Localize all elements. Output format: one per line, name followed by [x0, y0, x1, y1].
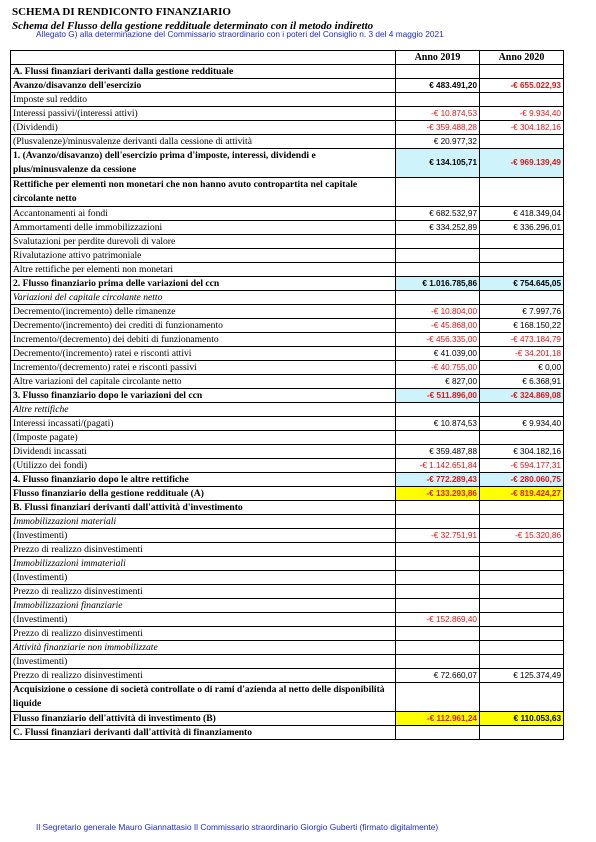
cell-anno-2019: [396, 178, 480, 207]
cell-anno-2020: [480, 178, 564, 207]
cell-anno-2020: € 125.374,49: [480, 669, 564, 683]
row-label: (Plusvalenze)/minusvalenze derivanti dalla cessione di attività: [11, 135, 396, 149]
table-row: [11, 207, 564, 221]
cell-anno-2020: -€ 280.060,75: [480, 473, 564, 487]
row-label: Decremento/(incremento) ratei e risconti attivi: [11, 347, 396, 361]
row-label: Attività finanziarie non immobilizzate: [11, 641, 396, 655]
cell-anno-2019: € 483.491,20: [396, 79, 480, 93]
cell-anno-2020: [480, 641, 564, 655]
table-row: [11, 501, 564, 515]
table-row: [11, 178, 564, 207]
cell-anno-2019: [396, 726, 480, 740]
cell-anno-2019: [396, 543, 480, 557]
table-row: [11, 235, 564, 249]
table-row: [11, 65, 564, 79]
cell-anno-2019: € 10.874,53: [396, 417, 480, 431]
table-row: [11, 445, 564, 459]
row-label: Variazioni del capitale circolante netto: [11, 291, 396, 305]
cell-anno-2019: -€ 152.869,40: [396, 613, 480, 627]
cell-anno-2020: [480, 557, 564, 571]
table-row: [11, 93, 564, 107]
cell-anno-2020: € 0,00: [480, 361, 564, 375]
row-label: Interessi passivi/(interessi attivi): [11, 107, 396, 121]
table-row: [11, 683, 564, 712]
cell-anno-2019: [396, 599, 480, 613]
table-row: [11, 375, 564, 389]
table-row: [11, 529, 564, 543]
row-label: Altre rettifiche per elementi non monetari: [11, 263, 396, 277]
table-row: [11, 417, 564, 431]
cell-anno-2020: -€ 304.182,16: [480, 121, 564, 135]
cell-anno-2020: [480, 93, 564, 107]
table-row: [11, 121, 564, 135]
row-label: Imposte sul reddito: [11, 93, 396, 107]
cell-anno-2020: -€ 655.022,93: [480, 79, 564, 93]
table-row: [11, 347, 564, 361]
cell-anno-2020: [480, 655, 564, 669]
row-label: (Investimenti): [11, 613, 396, 627]
cell-anno-2020: [480, 613, 564, 627]
cell-anno-2019: € 72.660,07: [396, 669, 480, 683]
cell-anno-2019: -€ 40.755,00: [396, 361, 480, 375]
cell-anno-2019: -€ 32.751,91: [396, 529, 480, 543]
cell-anno-2020: [480, 65, 564, 79]
row-label: Prezzo di realizzo disinvestimenti: [11, 585, 396, 599]
cell-anno-2019: -€ 45.868,00: [396, 319, 480, 333]
row-label: (Imposte pagate): [11, 431, 396, 445]
cell-anno-2020: -€ 819.424,27: [480, 487, 564, 501]
cell-anno-2019: [396, 585, 480, 599]
cell-anno-2020: [480, 135, 564, 149]
table-row: [11, 79, 564, 93]
table-row: [11, 641, 564, 655]
table-row: [11, 571, 564, 585]
row-label: 2. Flusso finanziario prima delle variazioni del ccn: [11, 277, 396, 291]
row-label: Accantonamenti ai fondi: [11, 207, 396, 221]
cell-anno-2019: -€ 133.293,86: [396, 487, 480, 501]
row-label: Immobilizzazioni immateriali: [11, 557, 396, 571]
table-row: [11, 655, 564, 669]
footer-signatures: Il Segretario generale Mauro Giannattasio Il Commissario straordinario Giorgio Guberti (firmato digitalmente): [36, 822, 439, 832]
row-label: Flusso finanziario della gestione reddituale (A): [11, 487, 396, 501]
row-label: 1. (Avanzo/disavanzo) dell'esercizio prima d'imposte, interessi, dividendi e plus/minusvalenze da cessione: [11, 149, 396, 178]
header-cell-2019: Anno 2019: [396, 51, 480, 65]
cell-anno-2019: [396, 557, 480, 571]
cell-anno-2020: -€ 594.177,31: [480, 459, 564, 473]
table-row: [11, 613, 564, 627]
table-row: [11, 712, 564, 726]
table-row: [11, 543, 564, 557]
table-row: [11, 431, 564, 445]
row-label: (Utilizzo dei fondi): [11, 459, 396, 473]
row-label: Altre rettifiche: [11, 403, 396, 417]
table-row: [11, 515, 564, 529]
cell-anno-2019: -€ 112.961,24: [396, 712, 480, 726]
table-row: [11, 669, 564, 683]
cell-anno-2020: [480, 683, 564, 712]
cell-anno-2020: -€ 34.201,18: [480, 347, 564, 361]
cell-anno-2019: [396, 93, 480, 107]
header-cell-label: [11, 51, 396, 65]
cell-anno-2019: -€ 511.896,00: [396, 389, 480, 403]
table-row: [11, 627, 564, 641]
cell-anno-2020: [480, 599, 564, 613]
row-label: Interessi incassati/(pagati): [11, 417, 396, 431]
row-label: Ammortamenti delle immobilizzazioni: [11, 221, 396, 235]
row-label: Avanzo/disavanzo dell'esercizio: [11, 79, 396, 93]
row-label: Rivalutazione attivo patrimoniale: [11, 249, 396, 263]
table-row: [11, 403, 564, 417]
cell-anno-2020: [480, 403, 564, 417]
row-label: 3. Flusso finanziario dopo le variazioni del ccn: [11, 389, 396, 403]
cell-anno-2019: € 41.039,00: [396, 347, 480, 361]
rendiconto-table: [10, 50, 564, 740]
row-label: (Investimenti): [11, 529, 396, 543]
cell-anno-2020: [480, 543, 564, 557]
cell-anno-2020: [480, 585, 564, 599]
cell-anno-2019: € 20.977,32: [396, 135, 480, 149]
cell-anno-2020: € 754.645,05: [480, 277, 564, 291]
cell-anno-2019: -€ 359.488,28: [396, 121, 480, 135]
cell-anno-2020: [480, 571, 564, 585]
table-row: [11, 599, 564, 613]
cell-anno-2019: -€ 10.874,53: [396, 107, 480, 121]
cell-anno-2019: [396, 501, 480, 515]
cell-anno-2019: -€ 10.804,00: [396, 305, 480, 319]
cell-anno-2020: € 336.296,01: [480, 221, 564, 235]
cell-anno-2020: [480, 501, 564, 515]
table-row: [11, 333, 564, 347]
table-row: [11, 726, 564, 740]
row-label: Prezzo di realizzo disinvestimenti: [11, 627, 396, 641]
cell-anno-2020: [480, 291, 564, 305]
cell-anno-2020: [480, 627, 564, 641]
cell-anno-2020: € 304.182,16: [480, 445, 564, 459]
cell-anno-2019: [396, 655, 480, 669]
table-row: [11, 459, 564, 473]
cell-anno-2019: [396, 515, 480, 529]
cell-anno-2020: -€ 9.934,40: [480, 107, 564, 121]
cell-anno-2019: [396, 65, 480, 79]
table-row: [11, 389, 564, 403]
cell-anno-2020: € 110.053,63: [480, 712, 564, 726]
allegato-note: Allegato G) alla determinazione del Commissario straordinario con i poteri del Consiglio n. 3 del 4 maggio 2021: [36, 29, 444, 39]
row-label: Flusso finanziario dell'attività di investimento (B): [11, 712, 396, 726]
row-label: Dividendi incassati: [11, 445, 396, 459]
cell-anno-2019: -€ 1.142.651,84: [396, 459, 480, 473]
cell-anno-2020: -€ 473.184,79: [480, 333, 564, 347]
table-row: [11, 221, 564, 235]
cell-anno-2020: € 168.150,22: [480, 319, 564, 333]
row-label: 4. Flusso finanziario dopo le altre rettifiche: [11, 473, 396, 487]
row-label: Prezzo di realizzo disinvestimenti: [11, 543, 396, 557]
cell-anno-2019: [396, 263, 480, 277]
row-label: Immobilizzazioni finanziarie: [11, 599, 396, 613]
cell-anno-2020: € 418.349,04: [480, 207, 564, 221]
cell-anno-2019: [396, 403, 480, 417]
cell-anno-2019: [396, 627, 480, 641]
cell-anno-2020: [480, 263, 564, 277]
document-title: SCHEMA DI RENDICONTO FINANZIARIO: [12, 6, 231, 18]
row-label: Rettifiche per elementi non monetari che non hanno avuto contropartita nel capitale circolante netto: [11, 178, 396, 207]
cell-anno-2020: -€ 15.320,86: [480, 529, 564, 543]
row-label: A. Flussi finanziari derivanti dalla gestione reddituale: [11, 65, 396, 79]
row-label: Incremento/(decremento) dei debiti di funzionamento: [11, 333, 396, 347]
table-row: [11, 473, 564, 487]
cell-anno-2020: [480, 249, 564, 263]
table-row: [11, 361, 564, 375]
row-label: Decremento/(incremento) dei crediti di funzionamento: [11, 319, 396, 333]
cell-anno-2019: [396, 249, 480, 263]
cell-anno-2019: [396, 431, 480, 445]
table-row: [11, 249, 564, 263]
cell-anno-2019: -€ 772.289,43: [396, 473, 480, 487]
table-row: [11, 277, 564, 291]
cell-anno-2019: € 1.016.785,86: [396, 277, 480, 291]
cell-anno-2019: [396, 641, 480, 655]
table-row: [11, 557, 564, 571]
cell-anno-2020: -€ 324.869,08: [480, 389, 564, 403]
table-row: [11, 149, 564, 178]
cell-anno-2019: [396, 235, 480, 249]
table-row: [11, 291, 564, 305]
row-label: (Dividendi): [11, 121, 396, 135]
table-row: [11, 319, 564, 333]
cell-anno-2019: -€ 456.335,00: [396, 333, 480, 347]
row-label: Incremento/(decremento) ratei e risconti passivi: [11, 361, 396, 375]
table-row: [11, 487, 564, 501]
row-label: (Investimenti): [11, 655, 396, 669]
table-row: [11, 585, 564, 599]
row-label: Altre variazioni del capitale circolante netto: [11, 375, 396, 389]
row-label: (Investimenti): [11, 571, 396, 585]
table-header-row: [11, 51, 564, 65]
cell-anno-2020: [480, 235, 564, 249]
cell-anno-2020: [480, 726, 564, 740]
table-row: [11, 135, 564, 149]
cell-anno-2019: € 682.532,97: [396, 207, 480, 221]
cell-anno-2019: € 134.105,71: [396, 149, 480, 178]
row-label: B. Flussi finanziari derivanti dall'attività d'investimento: [11, 501, 396, 515]
cell-anno-2019: [396, 571, 480, 585]
row-label: Prezzo di realizzo disinvestimenti: [11, 669, 396, 683]
row-label: Acquisizione o cessione di società controllate o di rami d'azienda al netto delle disponibilità liquide: [11, 683, 396, 712]
row-label: Decremento/(incremento) delle rimanenze: [11, 305, 396, 319]
cell-anno-2019: [396, 291, 480, 305]
cell-anno-2019: € 827,00: [396, 375, 480, 389]
cell-anno-2020: € 6.368,91: [480, 375, 564, 389]
cell-anno-2020: € 9.934,40: [480, 417, 564, 431]
row-label: Svalutazioni per perdite durevoli di valore: [11, 235, 396, 249]
cell-anno-2020: -€ 969.139,49: [480, 149, 564, 178]
cell-anno-2020: € 7.997,76: [480, 305, 564, 319]
header-cell-2020: Anno 2020: [480, 51, 564, 65]
table-row: [11, 263, 564, 277]
cell-anno-2020: [480, 431, 564, 445]
row-label: C. Flussi finanziari derivanti dall'attività di finanziamento: [11, 726, 396, 740]
cell-anno-2019: € 359.487,88: [396, 445, 480, 459]
table-row: [11, 305, 564, 319]
row-label: Immobilizzazioni materiali: [11, 515, 396, 529]
document-subtitle: Schema del Flusso della gestione reddituale determinato con il metodo indiretto: [12, 20, 374, 32]
cell-anno-2019: € 334.252,89: [396, 221, 480, 235]
table-row: [11, 107, 564, 121]
cell-anno-2020: [480, 515, 564, 529]
cell-anno-2019: [396, 683, 480, 712]
